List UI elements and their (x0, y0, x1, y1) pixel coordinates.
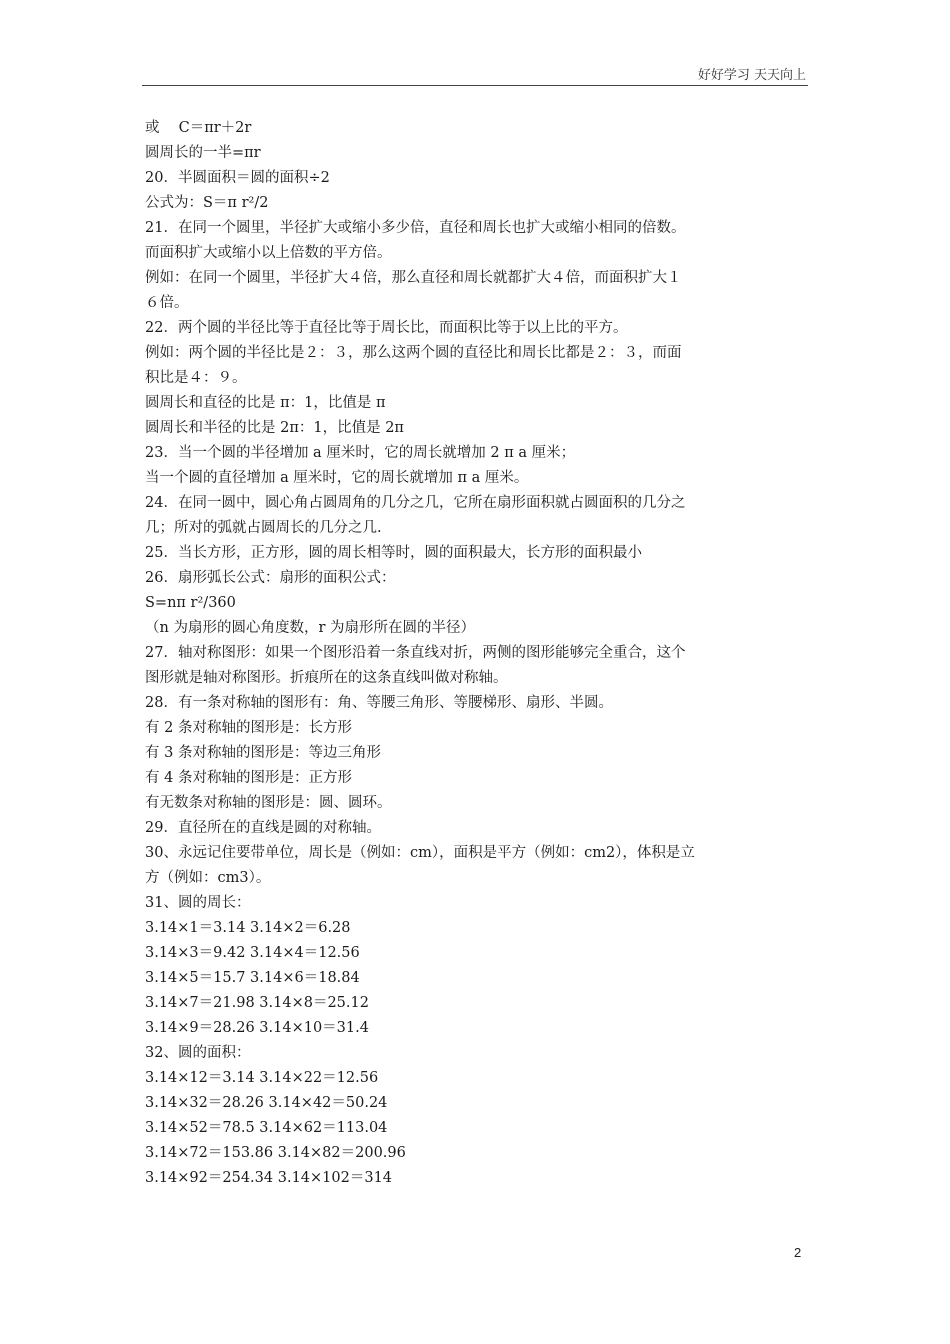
text-line: 有无数条对称轴的图形是：圆、圆环。 (145, 795, 392, 811)
text-line: 3.14×52＝78.5 3.14×62＝113.04 (145, 1120, 388, 1136)
text-line: 20．半圆面积＝圆的面积÷2 (145, 170, 330, 186)
text-line: 有 3 条对称轴的图形是：等边三角形 (145, 745, 381, 761)
text-line: 32、圆的面积： (145, 1045, 251, 1061)
text-line: 3.14×1＝3.14 3.14×2＝6.28 (145, 920, 351, 936)
header-text: 好好学习 天天向上 (697, 68, 806, 83)
text-line: 圆周长和直径的比是 π：1，比值是 π (145, 395, 386, 411)
page-header (142, 60, 808, 86)
text-line: 或 C＝πr＋2r (145, 120, 252, 136)
text-line: 积比是４：９。 (145, 370, 247, 386)
text-line: 26．扇形弧长公式：扇形的面积公式： (145, 570, 396, 586)
text-line: 23．当一个圆的半径增加 a 厘米时，它的周长就增加 2 π a 厘米； (145, 445, 576, 461)
text-line: 3.14×7＝21.98 3.14×8＝25.12 (145, 995, 369, 1011)
text-line: 3.14×9＝28.26 3.14×10＝31.4 (145, 1020, 369, 1036)
text-line: 30、永远记住要带单位，周长是（例如：cm），面积是平方（例如：cm2），体积是立 (145, 845, 695, 861)
text-line: 27．轴对称图形：如果一个图形沿着一条直线对折，两侧的图形能够完全重合，这个 (145, 645, 686, 661)
text-line: 图形就是轴对称图形。折痕所在的这条直线叫做对称轴。 (145, 670, 508, 686)
text-line: 方（例如：cm3）。 (145, 870, 271, 886)
text-line: 圆周长的一半=πr (145, 145, 261, 161)
text-line: 29．直径所在的直线是圆的对称轴。 (145, 820, 381, 836)
text-line: 21．在同一个圆里，半径扩大或缩小多少倍，直径和周长也扩大或缩小相同的倍数。 (145, 220, 686, 236)
text-line: 31、圆的周长： (145, 895, 251, 911)
text-line: 而面积扩大或缩小以上倍数的平方倍。 (145, 245, 392, 261)
text-line: 3.14×12＝3.14 3.14×22＝12.56 (145, 1070, 379, 1086)
text-line: （n 为扇形的圆心角度数，r 为扇形所在圆的半径） (145, 620, 475, 636)
text-line: 3.14×92＝254.34 3.14×102＝314 (145, 1170, 393, 1186)
text-line: 几；所对的弧就占圆周长的几分之几. (145, 520, 382, 536)
text-line: 24．在同一圆中，圆心角占圆周角的几分之几，它所在扇形面积就占圆面积的几分之 (145, 495, 686, 511)
text-line: S=nπ r²/360 (145, 595, 236, 611)
text-line: 3.14×32＝28.26 3.14×42＝50.24 (145, 1095, 388, 1111)
text-line: 当一个圆的直径增加 a 厘米时，它的周长就增加 π a 厘米。 (145, 470, 529, 486)
text-line: 25．当长方形，正方形，圆的周长相等时，圆的面积最大，长方形的面积最小 (145, 545, 642, 561)
text-line: 圆周长和半径的比是 2π：1，比值是 2π (145, 420, 404, 436)
text-line: 3.14×72＝153.86 3.14×82＝200.96 (145, 1145, 406, 1161)
text-line: 例如：两个圆的半径比是２：３，那么这两个圆的直径比和周长比都是２：３，而面 (145, 345, 682, 361)
document-body (145, 116, 810, 1191)
text-line: 例如：在同一个圆里，半径扩大４倍，那么直径和周长就都扩大４倍，而面积扩大１ (145, 270, 682, 286)
text-line: 公式为：S＝π r²/2 (145, 195, 269, 211)
text-line: 3.14×3＝9.42 3.14×4＝12.56 (145, 945, 360, 961)
text-line: 有 2 条对称轴的图形是：长方形 (145, 720, 352, 736)
page-number: 2 (794, 1245, 802, 1260)
text-line: 22．两个圆的半径比等于直径比等于周长比，而面积比等于以上比的平方。 (145, 320, 628, 336)
text-line: 3.14×5＝15.7 3.14×6＝18.84 (145, 970, 360, 986)
text-line: ６倍。 (145, 295, 189, 311)
text-line: 有 4 条对称轴的图形是：正方形 (145, 770, 352, 786)
text-line: 28．有一条对称轴的图形有：角、等腰三角形、等腰梯形、扇形、半圆。 (145, 695, 613, 711)
